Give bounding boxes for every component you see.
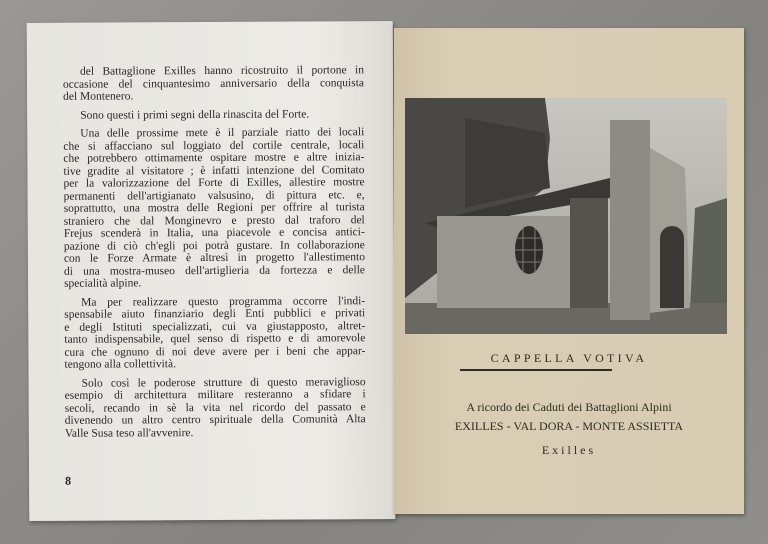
- text-line: esempio di architettura militare resteranno a sfidare i: [64, 388, 366, 402]
- text-line: per la valorizzazione del Forte di Exilles, allestire mostre: [63, 176, 365, 190]
- right-page: [394, 28, 744, 514]
- text-line: e degli Istituti specializzati, cui va giustapposto, altret-: [64, 319, 366, 334]
- caption-subtitle: A ricordo dei Caduti dei Battaglioni Alpini: [466, 400, 672, 414]
- text-line: del Montenero.: [63, 90, 134, 103]
- paragraph: [65, 376, 366, 440]
- text-line: Frejus scenderà in Italia, una piacevole e concisa antici-: [63, 226, 365, 240]
- caption-place: Exilles: [541, 443, 597, 457]
- text-line: spensabile aiuto finanziario degli Enti pubblici e privati: [64, 307, 366, 321]
- text-line: cura che ognuno di noi deve avere per i beni che appar-: [64, 344, 366, 359]
- text-line: occasione del cinquantesimo anniversario della conquista: [62, 76, 365, 91]
- text-line: Valle Susa teso all'avvenire.: [64, 426, 194, 440]
- text-line: di una mostra-museo dell'artiglieria da fortezza e delle: [63, 263, 366, 278]
- text-line: Solo così le poderose strutture di questo meraviglioso: [81, 375, 366, 390]
- text-line: specialità alpine.: [64, 277, 142, 290]
- text-line: che potrebbero ottimamente ospitare mostre e altre inizia-: [63, 151, 365, 165]
- title-underline: [460, 369, 612, 371]
- text-line: Sono questi i primi segni della rinascita del Forte.: [80, 107, 310, 122]
- paragraph: [63, 126, 365, 290]
- text-line: con le Forze Armate è altresì in progetto l'allestimento: [63, 251, 365, 265]
- text-line: Ma per realizzare questo programma occorre l'indi-: [81, 294, 366, 309]
- text-line: tengono alla collettività.: [64, 358, 176, 371]
- text-line: tive gradite al visitatore ; è infatti intenzione del Comitato: [63, 163, 365, 178]
- paragraph: [64, 295, 365, 372]
- text-line: del Battaglione Exilles hanno ricostruito il portone in: [79, 64, 364, 78]
- chapel-photo: [405, 98, 727, 334]
- caption-title: CAPPELLA VOTIVA: [490, 351, 648, 365]
- paragraph: [63, 108, 364, 122]
- text-line: che si affacciano sul loggiato del cortile centrale, locali: [63, 138, 365, 153]
- page-number: 8: [65, 473, 72, 488]
- text-line: permanenti dell'artigianato valsusino, di pittura etc. e,: [63, 188, 365, 203]
- paragraph: [63, 64, 364, 103]
- text-line: pazione di ciò ch'egli poi potrà gustare. In collaborazione: [63, 238, 365, 253]
- left-page: [27, 21, 396, 521]
- text-line: straniero che dal Monginevro e presto dal traforo del: [63, 213, 365, 228]
- body-text: [63, 64, 366, 446]
- text-line: secoli, recando in sè la vita nel ricordo del passato e: [64, 400, 366, 415]
- text-line: soprattutto, una mostra delle Regioni per offrire al turista: [63, 201, 365, 215]
- text-line: tanto indispensabile, quel senso di rispetto e di amorevole: [64, 332, 366, 346]
- caption-battalions: EXILLES - VAL DORA - MONTE ASSIETTA: [454, 419, 684, 433]
- text-line: divenendo un altro centro spirituale della Comunità Alta: [64, 413, 366, 427]
- text-line: Una delle prossime mete è il parziale riatto dei locali: [80, 126, 365, 140]
